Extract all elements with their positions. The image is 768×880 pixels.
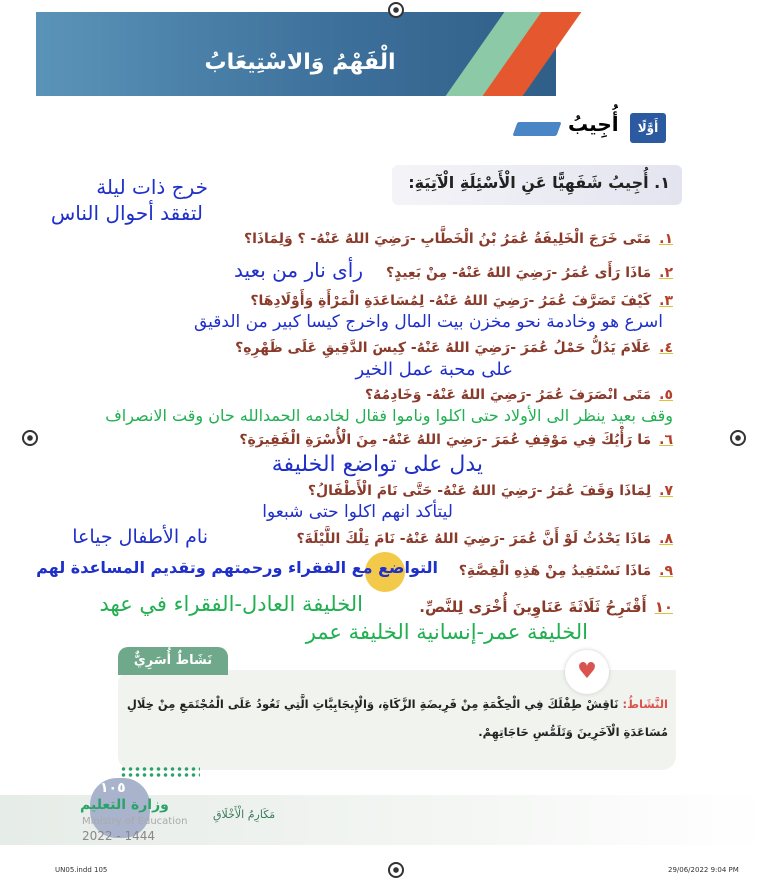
answer-7: ليتأكد انهم اكلوا حتى شبعوا <box>262 502 453 522</box>
answer-1-line2: لتفقد أحوال الناس <box>50 201 203 225</box>
unit-name: مَكَارِمُ الْأَخْلَاقِ <box>213 808 276 821</box>
print-date: 29/06/2022 9:04 PM <box>668 866 739 874</box>
answer-9: التواضع مع الفقراء ورحمتهم وتقديم المساعدة لهم <box>36 558 438 577</box>
answer-2: رأى نار من بعيد <box>234 258 363 282</box>
family-icon: ♥ <box>565 650 609 694</box>
activity-text: النَّشَاطُ: نَاقِشْ طِفْلَكَ فِي الْحِكْمَةِ مِنْ فَرِيضَةِ الزَّكَاةِ، وَالْإِيجَابِيَّاتِ الَّتِي تَعُودُ عَلَى الْمُجْتَمَعِ مِنْ خِلَالِ مُسَاعَدَةِ الْآخَرِينَ وَتَلَمُّسِ حَاجَاتِهِمْ. <box>126 697 668 739</box>
answer-10-line1: الخليفة العادل-الفقراء في عهد <box>99 592 363 616</box>
page-title: الْفَهْمُ وَالاسْتِيعَابُ <box>204 50 396 75</box>
section-heading: أُجِيبُ <box>568 112 619 136</box>
answer-8: نام الأطفال جياعا <box>72 526 208 548</box>
question-8: ٨.مَاذَا يَحْدُثُ لَوْ أَنَّ عُمَرَ -رَضِيَ اللهُ عَنْهُ- نَامَ تِلْكَ اللَّيْلَةَ؟ <box>296 531 673 547</box>
question-10: ١٠أَقْتَرِحُ ثَلَاثَةَ عَنَاوِينَ أُخْرَى لِلنَّصِّ. <box>419 598 673 616</box>
ministry-name-ar: وزارة التعليم <box>80 797 169 813</box>
section-badge: أَوَّلًا <box>630 113 666 143</box>
question-1: ١.مَتَى خَرَجَ الْخَلِيفَةُ عُمَرُ بْنُ الْخَطَّابِ -رَضِيَ اللهُ عَنْهُ- ؟ وَلِمَاذَا؟ <box>243 231 673 247</box>
answer-4: على محبة عمل الخير <box>355 359 513 380</box>
answer-5: وقف بعيد ينظر الى الأولاد حتى اكلوا وناموا فقال لخادمه الحمدالله حان وقت الانصراف <box>105 406 673 425</box>
question-3: ٣.كَيْفَ تَصَرَّفَ عُمَرُ -رَضِيَ اللهُ عَنْهُ- لِمُسَاعَدَةِ الْمَرْأَةِ وَأَوْلَادِهَا؟ <box>250 293 673 309</box>
registration-mark-icon <box>22 430 38 446</box>
ministry-logo-dots <box>120 766 200 778</box>
family-activity-tab: نَشَاطٌ أُسَرِيٌّ <box>118 647 228 675</box>
question-5: ٥.مَتَى انْصَرَفَ عُمَرُ -رَضِيَ اللهُ عَنْهُ- وَخَادِمُهُ؟ <box>364 387 673 403</box>
edition-year: 2022 - 1444 <box>82 829 156 843</box>
file-label: UN05.indd 105 <box>55 866 108 874</box>
answer-10-line2: الخليفة عمر-إنسانية الخليفة عمر <box>305 620 588 644</box>
registration-mark-icon <box>388 2 404 18</box>
answer-3: اسرع هو وخادمة نحو مخزن بيت المال واخرج كيسا كبير من الدقيق <box>193 312 663 332</box>
answer-6: يدل على تواضع الخليفة <box>271 452 483 477</box>
question-6: ٦.مَا رَأْيُكَ فِي مَوْقِفِ عُمَرَ -رَضِيَ اللهُ عَنْهُ- مِنَ الْأُسْرَةِ الْفَقِيرَةِ؟ <box>239 432 673 448</box>
page-number: ١٠٥ <box>100 780 126 796</box>
registration-mark-icon <box>730 430 746 446</box>
ministry-name-en: Ministry of Education <box>82 816 188 827</box>
question-9: ٩.مَاذَا نَسْتَفِيدُ مِنْ هَذِهِ الْقِصَّةِ؟ <box>458 563 673 579</box>
question-4: ٤.عَلَامَ يَدُلُّ حَمْلُ عُمَرَ -رَضِيَ اللهُ عَنْهُ- كِيسَ الدَّقِيقِ عَلَى ظَهْرِهِ؟ <box>235 340 673 356</box>
question-2: ٢.مَاذَا رَأَى عُمَرُ -رَضِيَ اللهُ عَنْهُ- مِنْ بَعِيدٍ؟ <box>386 265 673 281</box>
question-7: ٧.لِمَاذَا وَقَفَ عُمَرُ -رَضِيَ اللهُ عَنْهُ- حَتَّى نَامَ الْأَطْفَالُ؟ <box>307 483 673 499</box>
registration-mark-icon <box>388 862 404 878</box>
exercise-title: ١. أُجِيبُ شَفَهِيًّا عَنِ الْأَسْئِلَةِ الْآتِيَةِ: <box>392 165 682 205</box>
book-icon <box>512 122 561 136</box>
answer-1-line1: خرج ذات ليلة <box>96 175 208 199</box>
